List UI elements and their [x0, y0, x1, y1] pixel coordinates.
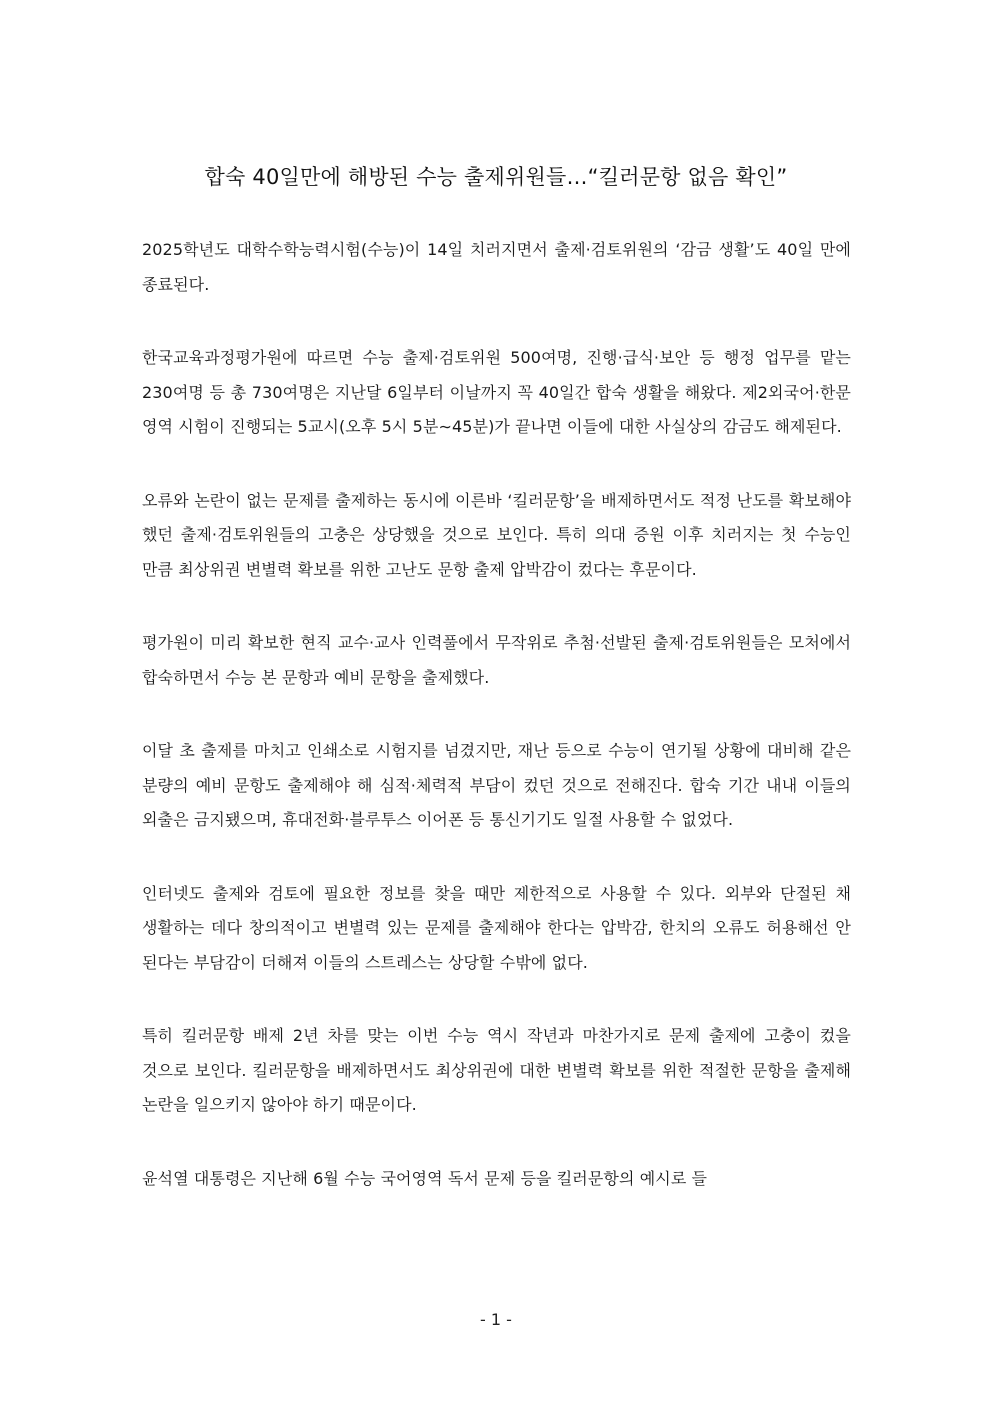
article-body [142, 233, 851, 1235]
paragraph-8: 윤석열 대통령은 지난해 6월 수능 국어영역 독서 문제 등을 킬러문항의 예시로 들 [142, 1168, 708, 1188]
paragraph-7: 특히 킬러문항 배제 2년 차를 맞는 이번 수능 역시 작년과 마찬가지로 문제 출제에 고충이 컸을 것으로 보인다. 킬러문항을 배제하면서도 최상위권에 대한 변별력 확보를 위한 적절한 문항을 출제해 논란을 일으키지 않아야 하기 때문이다. [142, 1026, 851, 1114]
article-title: 합숙 40일만에 해방된 수능 출제위원들…“킬러문항 없음 확인” [204, 165, 788, 189]
page-number: - 1 - [480, 1310, 512, 1329]
paragraph-4: 평가원이 미리 확보한 현직 교수·교사 인력풀에서 무작위로 추첨·선발된 출제·검토위원들은 모처에서 합숙하면서 수능 본 문항과 예비 문항을 출제했다. [142, 633, 851, 687]
paragraph-3: 오류와 논란이 없는 문제를 출제하는 동시에 이른바 ‘킬러문항’을 배제하면서도 적정 난도를 확보해야 했던 출제·검토위원들의 고충은 상당했을 것으로 보인다. 특히 의대 증원 이후 치러지는 첫 수능인 만큼 최상위권 변별력 확보를 위한 고난도 문항 출제 압박감이 컸다는 후문이다. [142, 490, 851, 579]
paragraph-1: 2025학년도 대학수학능력시험(수능)이 14일 치러지면서 출제·검토위원의 ‘감금 생활’도 40일 만에 종료된다. [142, 240, 851, 294]
paragraph-5: 이달 초 출제를 마치고 인쇄소로 시험지를 넘겼지만, 재난 등으로 수능이 연기될 상황에 대비해 같은 분량의 예비 문항도 출제해야 해 심적·체력적 부담이 컸던 것으로 전해진다. 합숙 기간 내내 이들의 외출은 금지됐으며, 휴대전화·블루투스 이어폰 등 통신기기도 일절 사용할 수 없었다. [142, 741, 851, 829]
paragraph-2: 한국교육과정평가원에 따르면 수능 출제·검토위원 500여명, 진행·급식·보안 등 행정 업무를 맡는 230여명 등 총 730여명은 지난달 6일부터 이날까지 꼭 40일간 합숙 생활을 해왔다. 제2외국어·한문 영역 시험이 진행되는 5교시(오후 5시 5분∼45분)가 끝나면 이들에 대한 사실상의 감금도 해제된다. [142, 348, 851, 436]
paragraph-6: 인터넷도 출제와 검토에 필요한 정보를 찾을 때만 제한적으로 사용할 수 있다. 외부와 단절된 채 생활하는 데다 창의적이고 변별력 있는 문제를 출제해야 한다는 압박감, 한치의 오류도 허용해선 안 된다는 부담감이 더해져 이들의 스트레스는 상당할 수밖에 없다. [142, 883, 851, 972]
